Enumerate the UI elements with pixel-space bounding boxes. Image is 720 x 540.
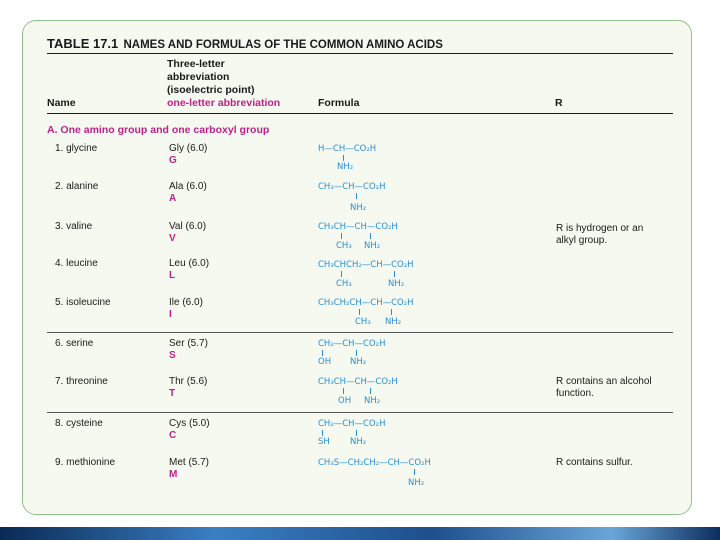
formula-alanine-amine: NH₂: [350, 203, 367, 213]
row-abbr-cysteine: Cys (5.0): [169, 418, 210, 429]
title-rule: [47, 53, 673, 54]
row-one-serine: S: [169, 350, 176, 361]
formula-leucine-amine: NH₂: [388, 279, 405, 289]
section-heading: A. One amino group and one carboxyl group: [47, 124, 270, 136]
bond-line: [394, 271, 395, 277]
row-name-valine: 3. valine: [55, 221, 93, 232]
bond-line: [359, 309, 360, 315]
formula-serine-hydroxyl: OH: [318, 357, 332, 367]
header-abbr-line1: Three-letter: [167, 58, 225, 70]
row-name-alanine: 2. alanine: [55, 181, 99, 192]
row-abbr-alanine: Ala (6.0): [169, 181, 207, 192]
formula-isoleucine-methyl: CH₃: [355, 317, 371, 327]
formula-methionine-amine: NH₂: [408, 478, 425, 488]
row-one-cysteine: C: [169, 430, 177, 441]
formula-threonine: CH₃CH—CH—CO₂H: [318, 377, 398, 387]
formula-valine-methyl: CH₃: [336, 241, 352, 251]
row-one-leucine: L: [169, 270, 176, 281]
bond-line: [322, 430, 323, 436]
formula-isoleucine: CH₃CH₂CH—CH—CO₂H: [318, 298, 414, 308]
bond-line: [343, 388, 344, 394]
row-name-leucine: 4. leucine: [55, 258, 98, 269]
bond-line: [341, 271, 342, 277]
formula-valine: CH₃CH—CH—CO₂H: [318, 222, 398, 232]
table-title-text: NAMES AND FORMULAS OF THE COMMON AMINO ACIDS: [123, 39, 443, 51]
header-rule: [47, 113, 673, 114]
bond-line: [370, 388, 371, 394]
bond-line: [356, 350, 357, 356]
bond-line: [414, 469, 415, 475]
bond-line: [322, 350, 323, 356]
row-abbr-methionine: Met (5.7): [169, 457, 210, 468]
r-note-alcohol-line1: R contains an alcohol: [556, 376, 652, 387]
r-note-alcohol-line2: function.: [556, 388, 594, 399]
bond-line: [370, 233, 371, 239]
formula-cysteine: CH₂—CH—CO₂H: [318, 419, 386, 429]
formula-valine-amine: NH₂: [364, 241, 381, 251]
row-abbr-threonine: Thr (5.6): [169, 376, 208, 387]
formula-threonine-hydroxyl: OH: [338, 396, 352, 406]
r-note-alcohol: [556, 376, 652, 400]
row-one-glycine: G: [169, 155, 177, 166]
bond-line: [391, 309, 392, 315]
formula-cysteine-amine: NH₂: [350, 437, 367, 447]
r-note-sulfur: R contains sulfur.: [556, 457, 633, 468]
row-name-glycine: 1. glycine: [55, 143, 98, 154]
formula-leucine-methyl: CH₃: [336, 279, 352, 289]
header-r: R: [555, 97, 563, 109]
formula-methionine: CH₃S—CH₂CH₂—CH—CO₂H: [318, 458, 431, 468]
formula-threonine-amine: NH₂: [364, 396, 381, 406]
header-one-letter: one-letter abbreviation: [167, 97, 281, 109]
row-abbr-isoleucine: Ile (6.0): [169, 297, 203, 308]
formula-leucine: CH₃CHCH₂—CH—CO₂H: [318, 260, 414, 270]
table-title: [47, 36, 443, 51]
row-abbr-glycine: Gly (6.0): [169, 143, 208, 154]
bond-line: [356, 193, 357, 199]
row-name-methionine: 9. methionine: [55, 457, 116, 468]
bond-line: [356, 430, 357, 436]
slide-footer-band: [0, 527, 720, 540]
formula-isoleucine-amine: NH₂: [385, 317, 402, 327]
row-abbr-valine: Val (6.0): [169, 221, 207, 232]
row-one-methionine: M: [169, 469, 178, 480]
row-name-threonine: 7. threonine: [55, 376, 108, 387]
row-name-isoleucine: 5. isoleucine: [55, 297, 111, 308]
r-note-hydrogen: [556, 223, 643, 247]
r-note-hydrogen-line1: R is hydrogen or an: [556, 223, 644, 234]
formula-glycine: H—CH—CO₂H: [318, 144, 377, 154]
header-abbr-line2: abbreviation: [167, 71, 230, 83]
bond-line: [343, 155, 344, 161]
bond-line: [341, 233, 342, 239]
table-number: TABLE 17.1: [47, 36, 119, 51]
row-abbr-leucine: Leu (6.0): [169, 258, 210, 269]
header-formula: Formula: [318, 97, 360, 109]
row-name-cysteine: 8. cysteine: [55, 418, 103, 429]
header-abbreviation: [167, 59, 255, 96]
row-abbr-serine: Ser (5.7): [169, 338, 208, 349]
formula-alanine: CH₃—CH—CO₂H: [318, 182, 386, 192]
header-abbr-line3: (isoelectric point): [167, 84, 255, 96]
formula-cysteine-thiol: SH: [318, 437, 330, 447]
row-one-alanine: A: [169, 193, 177, 204]
row-one-isoleucine: I: [169, 309, 172, 320]
row-one-threonine: T: [169, 388, 176, 399]
formula-serine: CH₂—CH—CO₂H: [318, 339, 386, 349]
formula-glycine-amine: NH₂: [337, 162, 354, 172]
row-separator: [47, 412, 673, 413]
formula-serine-amine: NH₂: [350, 357, 367, 367]
row-one-valine: V: [169, 233, 176, 244]
header-name: Name: [47, 97, 76, 109]
row-separator: [47, 332, 673, 333]
r-note-hydrogen-line2: alkyl group.: [556, 235, 608, 246]
row-name-serine: 6. serine: [55, 338, 94, 349]
